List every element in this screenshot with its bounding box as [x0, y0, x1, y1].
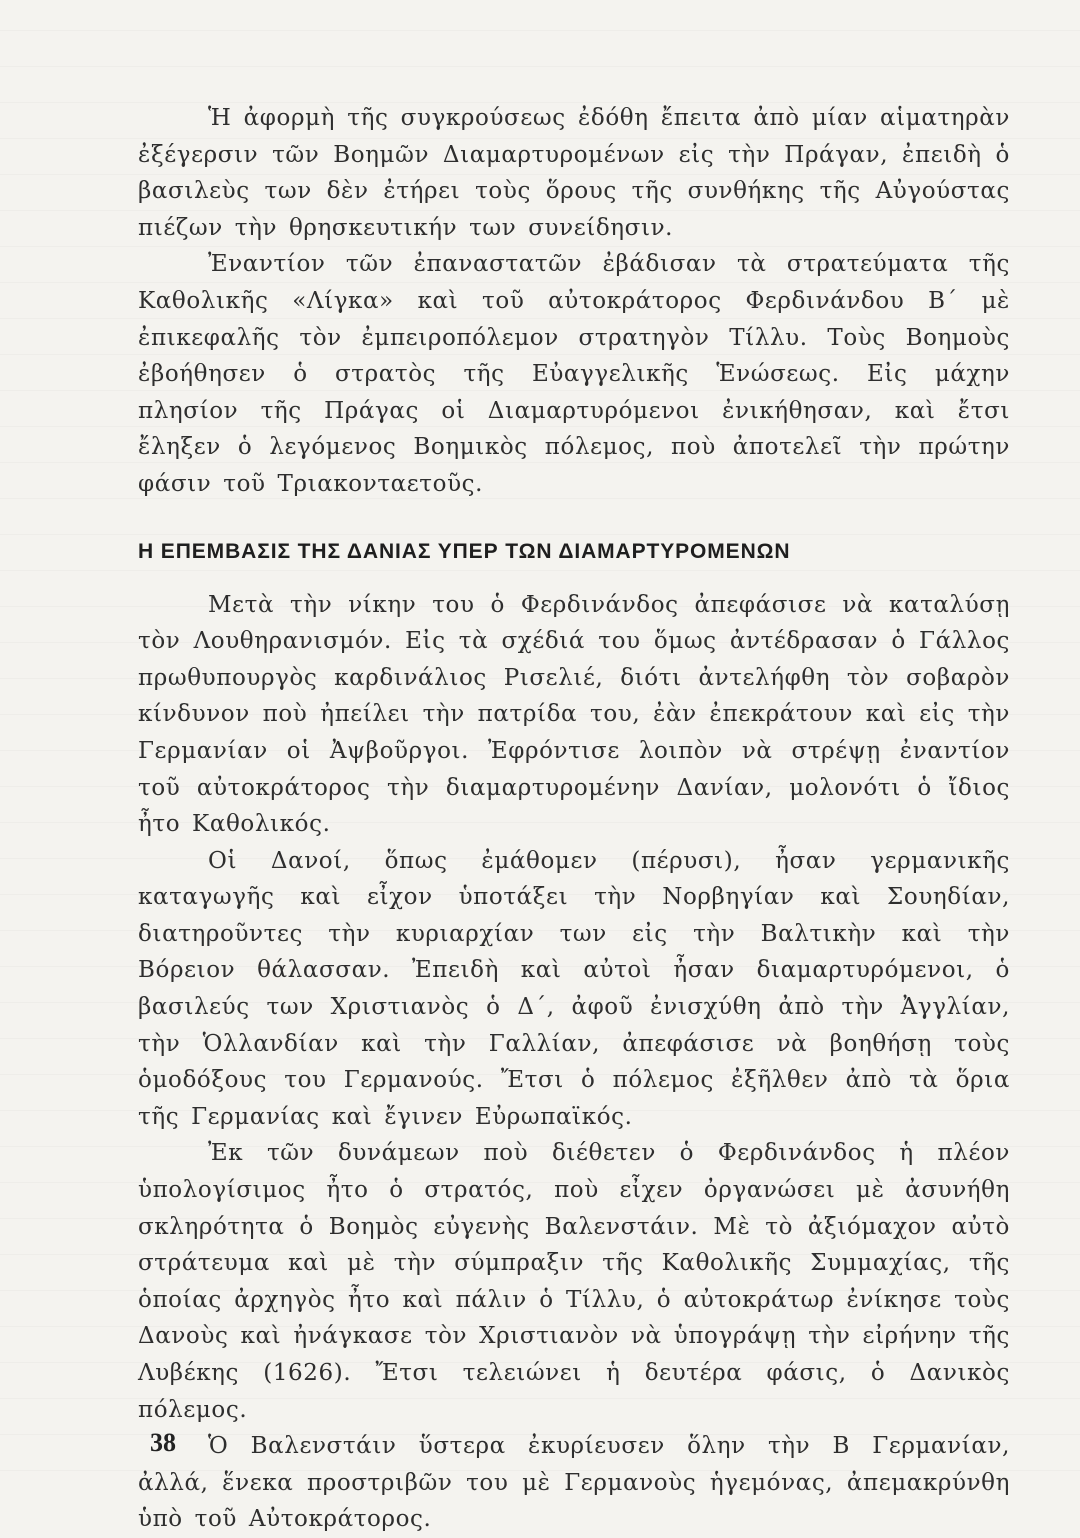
paragraph-wallenstein-dismissal: Ὁ Βαλενστάιν ὕστερα ἐκυρίευσεν ὅλην τὴν Β Γερμανίαν, ἀλλά, ἕνεκα προστριβῶν του μὲ Γερμανοὺς ἡγεμόνας, ἀπεμακρύνθη ὑπὸ τοῦ Αὐτοκράτορος. [138, 1433, 1010, 1533]
paragraph-uprising: Ἡ ἀφορμὴ τῆς συγκρούσεως ἐδόθη ἔπειτα ἀπὸ μίαν αἱματηρὰν ἐξέγερσιν τῶν Βοημῶν Διαμαρτυρομένων εἰς τὴν Πράγαν, ἐπειδὴ ὁ βασιλεὺς των δὲν ἐτήρει τοὺς ὅρους τῆς συνθήκης τῆς Αὐγούστας πιέζων τὴν θρησκευτικήν των συνείδησιν. [138, 105, 1010, 241]
page-number: 38 [150, 1428, 176, 1457]
paragraph-bohemian-war: Ἐναντίον τῶν ἐπαναστατῶν ἐβάδισαν τὰ στρατεύματα τῆς Καθολικῆς «Λίγκα» καὶ τοῦ αὐτοκράτορος Φερδινάνδου Β΄ μὲ ἐπικεφαλῆς τὸν ἐμπειροπόλεμον στρατηγὸν Τίλλυ. Τοὺς Βοημοὺς ἐβοήθησεν ὁ στρατὸς τῆς Εὐαγγελικῆς Ἑνώσεως. Εἰς μάχην πλησίον τῆς Πράγας οἱ Διαμαρτυρόμενοι ἐνικήθησαν, καὶ ἔτσι ἔληξεν ὁ λεγόμενος Βοημικὸς πόλεμος, ποὺ ἀποτελεῖ τὴν πρώτην φάσιν τοῦ Τριακονταετοῦς. [138, 251, 1010, 497]
paragraph-wallenstein-army: Ἐκ τῶν δυνάμεων ποὺ διέθετεν ὁ Φερδινάνδος ἡ πλέον ὑπολογίσιμος ἦτο ὁ στρατός, ποὺ εἶχεν ὀργανώσει μὲ ἀσυνήθη σκληρότητα ὁ Βοημὸς εὐγενὴς Βαλενστάιν. Μὲ τὸ ἀξιόμαχον αὐτὸ στράτευμα καὶ μὲ τὴν σύμπραξιν τῆς Καθολικῆς Συμμαχίας, τῆς ὁποίας ἀρχηγὸς ἦτο καὶ πάλιν ὁ Τίλλυ, ὁ αὐτοκράτωρ ἐνίκησε τοὺς Δανοὺς καὶ ἠνάγκασε τὸν Χριστιανὸν νὰ ὑπογράψῃ τὴν εἰρήνην τῆς Λυβέκης (1626). Ἔτσι τελειώνει ἡ δευτέρα φάσις, ὁ Δανικὸς πόλεμος. [138, 1140, 1010, 1423]
section-heading: Η ΕΠΕΜΒΑΣΙΣ ΤΗΣ ΔΑΝΙΑΣ ΥΠΕΡ ΤΩΝ ΔΙΑΜΑΡΤΥΡΟΜΕΝΩΝ [138, 539, 791, 563]
paragraph-ferdinand: Μετὰ τὴν νίκην του ὁ Φερδινάνδος ἀπεφάσισε νὰ καταλύσῃ τὸν Λουθηρανισμόν. Εἰς τὰ σχέδιά του ὅμως ἀντέδρασαν ὁ Γάλλος πρωθυπουργὸς καρδινάλιος Ρισελιέ, διότι ἀντελήφθη τὸν σοβαρὸν κίνδυνον ποὺ ἠπείλει τὴν πατρίδα του, ἐὰν ἐπεκράτουν καὶ εἰς τὴν Γερμανίαν οἱ Ἀψβοῦργοι. Ἐφρόντισε λοιπὸν νὰ στρέψῃ ἐναντίον τοῦ αὐτοκράτορος τὴν διαμαρτυρομένην Δανίαν, μολονότι ὁ ἴδιος ἦτο Καθολικός. [138, 591, 1010, 838]
paragraph-danes: Οἱ Δανοί, ὅπως ἐμάθομεν (πέρυσι), ἦσαν γερμανικῆς καταγωγῆς καὶ εἶχον ὑποτάξει τὴν Νορβηγίαν καὶ Σουηδίαν, διατηροῦντες τὴν κυριαρχίαν των εἰς τὴν Βαλτικὴν καὶ τὴν Βόρειον θάλασσαν. Ἐπειδὴ καὶ αὐτοὶ ἦσαν διαμαρτυρόμενοι, ὁ βασιλεύς των Χριστιανὸς ὁ Δ΄, ἀφοῦ ἐνισχύθη ἀπὸ τὴν Ἀγγλίαν, τὴν Ὁλλανδίαν καὶ τὴν Γαλλίαν, ἀπεφάσισε νὰ βοηθήσῃ τοὺς ὁμοδόξους του Γερμανούς. Ἔτσι ὁ πόλεμος ἐξῆλθεν ἀπὸ τὰ ὅρια τῆς Γερμανίας καὶ ἔγινεν Εὐρωπαϊκός. [138, 847, 1010, 1130]
page-body [138, 100, 1010, 1538]
